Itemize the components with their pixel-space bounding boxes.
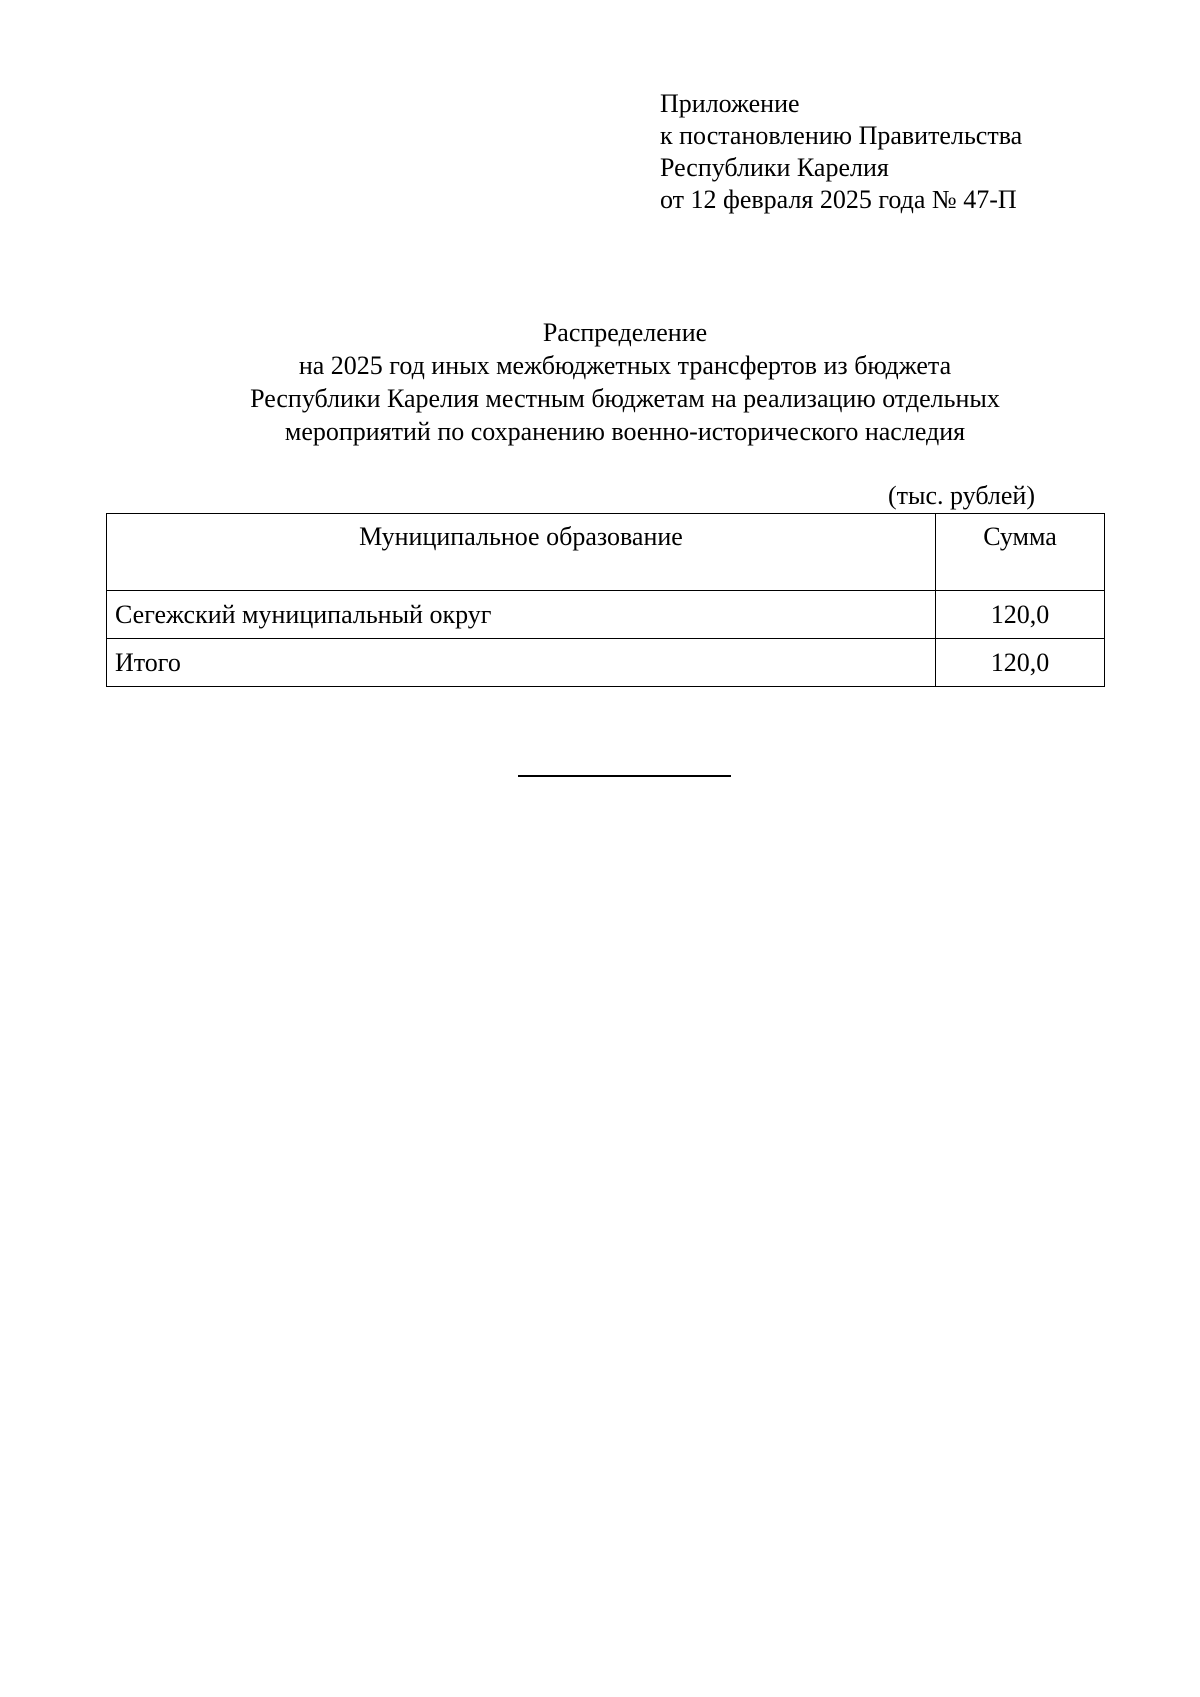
document-title <box>0 316 1200 448</box>
total-label: Итого <box>107 639 936 687</box>
appendix-line: к постановлению Правительства <box>660 121 1023 150</box>
header-municipality: Муниципальное образование <box>107 514 936 591</box>
appendix-line: Приложение <box>660 89 800 118</box>
table-row <box>107 591 1105 639</box>
appendix-block <box>660 88 1022 216</box>
title-line: мероприятий по сохранению военно-исторического наследия <box>284 417 966 446</box>
title-line: на 2025 год иных межбюджетных трансфертов из бюджета <box>298 351 952 380</box>
distribution-table <box>106 513 1105 687</box>
total-amount: 120,0 <box>936 639 1105 687</box>
table-header-row <box>107 514 1105 591</box>
row-municipality: Сегежский муниципальный округ <box>107 591 936 639</box>
title-line: Распределение <box>542 318 708 347</box>
end-separator-line <box>518 775 731 777</box>
header-amount: Сумма <box>936 514 1105 591</box>
appendix-line: от 12 февраля 2025 года № 47-П <box>660 185 1017 214</box>
appendix-line: Республики Карелия <box>660 153 889 182</box>
row-amount: 120,0 <box>936 591 1105 639</box>
units-label: (тыс. рублей) <box>887 481 1035 510</box>
table-total-row <box>107 639 1105 687</box>
title-line: Республики Карелия местным бюджетам на реализацию отдельных <box>250 384 1000 413</box>
